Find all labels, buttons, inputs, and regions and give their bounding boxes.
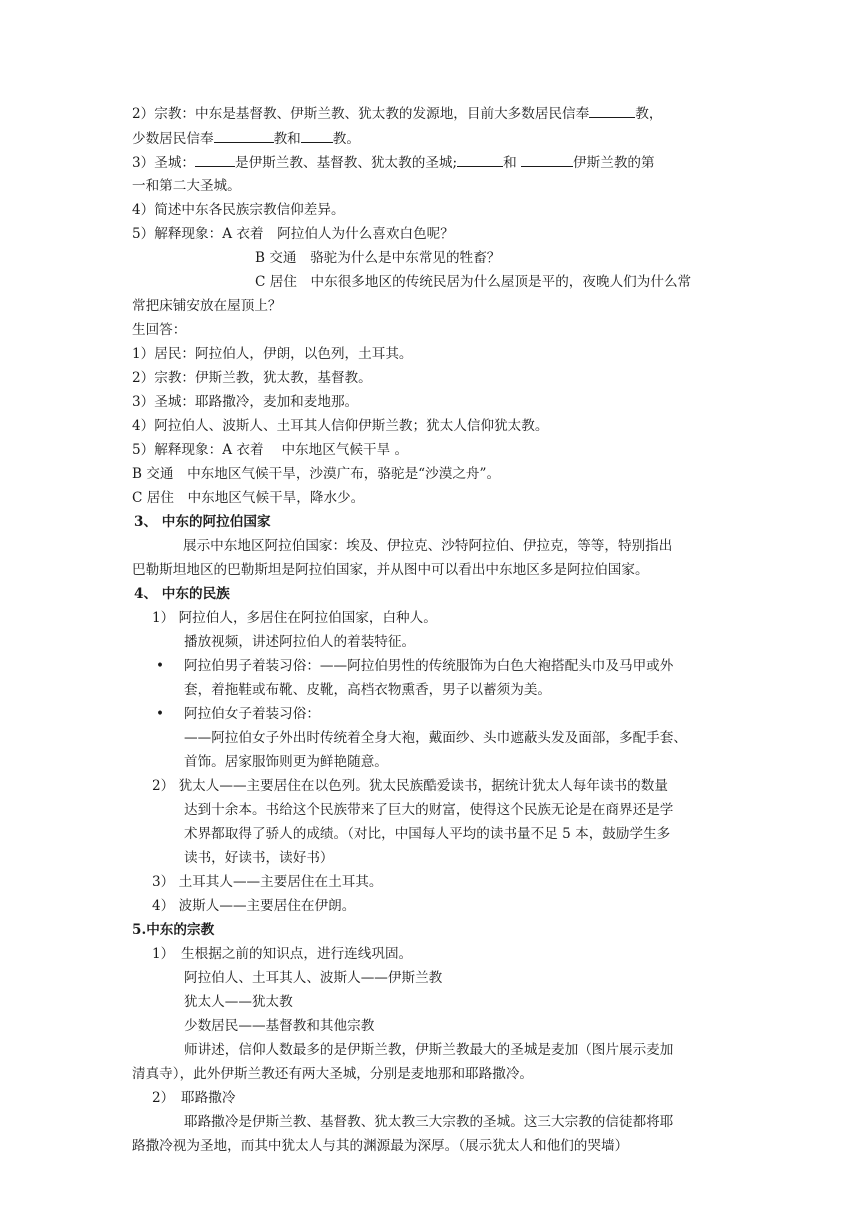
text-segment: 少数居民信奉 [132,131,214,147]
text-line: 展示中东地区阿拉伯国家：埃及、伊拉克、沙特阿拉伯、伊拉克，等等，特别指出 [183,538,673,554]
text-line: C 居住 中东很多地区的传统民居为什么屋顶是平的，夜晚人们为什么常 [255,274,692,290]
section-heading: 5.中东的宗教 [132,922,215,938]
text-line: 耶路撒冷是伊斯兰教、基督教、犹太教三大宗教的圣城。这三大宗教的信徒都将耶 [184,1114,674,1130]
text-line: 1）居民：阿拉伯人，伊朗，以色列，土耳其。 [132,346,413,362]
text-line: 巴勒斯坦地区的巴勒斯坦是阿拉伯国家，并从图中可以看出中东地区多是阿拉伯国家。 [132,562,649,578]
text-line [132,103,662,124]
text-line: 犹太人——犹太教 [184,994,293,1010]
section-heading: 4、 中东的民族 [134,586,230,602]
text-line: 首饰。居家服饰则更为鲜艳随意。 [184,754,388,770]
text-segment: 3）圣城： [132,155,196,171]
text-line: 清真寺），此外伊斯兰教还有两大圣城，分别是麦地那和耶路撒冷。 [132,1066,534,1082]
text-line: 2） 耶路撒冷 [152,1090,236,1106]
text-line: 3）圣城：耶路撒冷，麦加和麦地那。 [132,394,359,410]
text-segment: 教。 [332,131,360,147]
text-line: 一和第二大圣城。 [132,178,241,194]
fill-blank [214,128,274,143]
text-segment: 教， [635,106,663,122]
text-line: 读书，好读书，读好书） [184,850,334,866]
bullet-marker: • [156,658,165,674]
text-line: 少数居民——基督教和其他宗教 [184,1018,375,1034]
text-line: 播放视频，讲述阿拉伯人的着装特征。 [184,634,416,650]
text-line: 套，着拖鞋或布靴、皮靴，高档衣物熏香，男子以蓄须为美。 [184,682,552,698]
text-line: 生回答： [132,322,187,338]
fill-blank [589,103,635,118]
text-line: 4）阿拉伯人、波斯人、土耳其人信仰伊斯兰教；犹太人信仰犹太教。 [132,418,549,434]
text-segment: 是伊斯兰教、基督教、犹太教的圣城; [235,155,458,171]
text-line [132,152,655,173]
text-line: 阿拉伯女子着装习俗： [184,706,320,722]
text-line: 师讲述，信仰人数最多的是伊斯兰教，伊斯兰教最大的圣城是麦加（图片展示麦加 [184,1042,674,1058]
text-segment: 和 [503,155,522,171]
text-line: 达到十余本。书给这个民族带来了巨大的财富，使得这个民族无论是在商界还是学 [184,802,674,818]
text-line: 4）简述中东各民族宗教信仰差异。 [132,202,345,218]
text-line: B 交通 骆驼为什么是中东常见的牲畜？ [255,250,501,266]
text-line: 术界都取得了骄人的成绩。（对比，中国每人平均的读书量不足 5 本，鼓励学生多 [184,826,671,842]
fill-blank [457,152,503,167]
text-segment: 2）宗教：中东是基督教、伊斯兰教、犹太教的发源地，目前大多数居民信奉 [132,106,590,122]
text-line [132,128,360,149]
fill-blank [301,128,333,143]
bullet-marker: • [156,706,165,722]
text-line: 5）解释现象：A 衣着 中东地区气候干旱 。 [132,442,409,458]
text-line: 路撒冷视为圣地，而其中犹太人与其的渊源最为深厚。（展示犹太人和他们的哭墙） [132,1138,629,1154]
text-segment: 伊斯兰教的第 [573,155,655,171]
text-line: 2）宗教：伊斯兰教，犹太教，基督教。 [132,370,372,386]
text-line: 4） 波斯人——主要居住在伊朗。 [152,898,356,914]
fill-blank [195,152,235,167]
text-line: 1） 阿拉伯人，多居住在阿拉伯国家，白种人。 [152,610,437,626]
text-segment: 教和 [273,131,301,147]
text-line: 阿拉伯男子着装习俗：——阿拉伯男性的传统服饰为白色大袍搭配头巾及马甲或外 [184,658,674,674]
text-line: 常把床铺安放在屋顶上？ [132,298,282,314]
text-line: 3） 土耳其人——主要居住在土耳其。 [152,874,383,890]
fill-blank [521,152,573,167]
text-line: 2） 犹太人——主要居住在以色列。犹太民族酷爱读书，据统计犹太人每年读书的数量 [152,778,668,794]
text-line: 阿拉伯人、土耳其人、波斯人——伊斯兰教 [184,970,443,986]
text-line: B 交通 中东地区气候干旱，沙漠广布，骆驼是“沙漠之舟”。 [132,466,501,482]
text-line: C 居住 中东地区气候干旱，降水少。 [132,490,365,506]
text-line: 1） 生根据之前的知识点，进行连线巩固。 [152,946,413,962]
text-line: ——阿拉伯女子外出时传统着全身大袍，戴面纱、头巾遮蔽头发及面部，多配手套、 [184,730,687,746]
text-line: 5）解释现象：A 衣着 阿拉伯人为什么喜欢白色呢？ [132,226,454,242]
section-heading: 3、 中东的阿拉伯国家 [134,514,271,530]
